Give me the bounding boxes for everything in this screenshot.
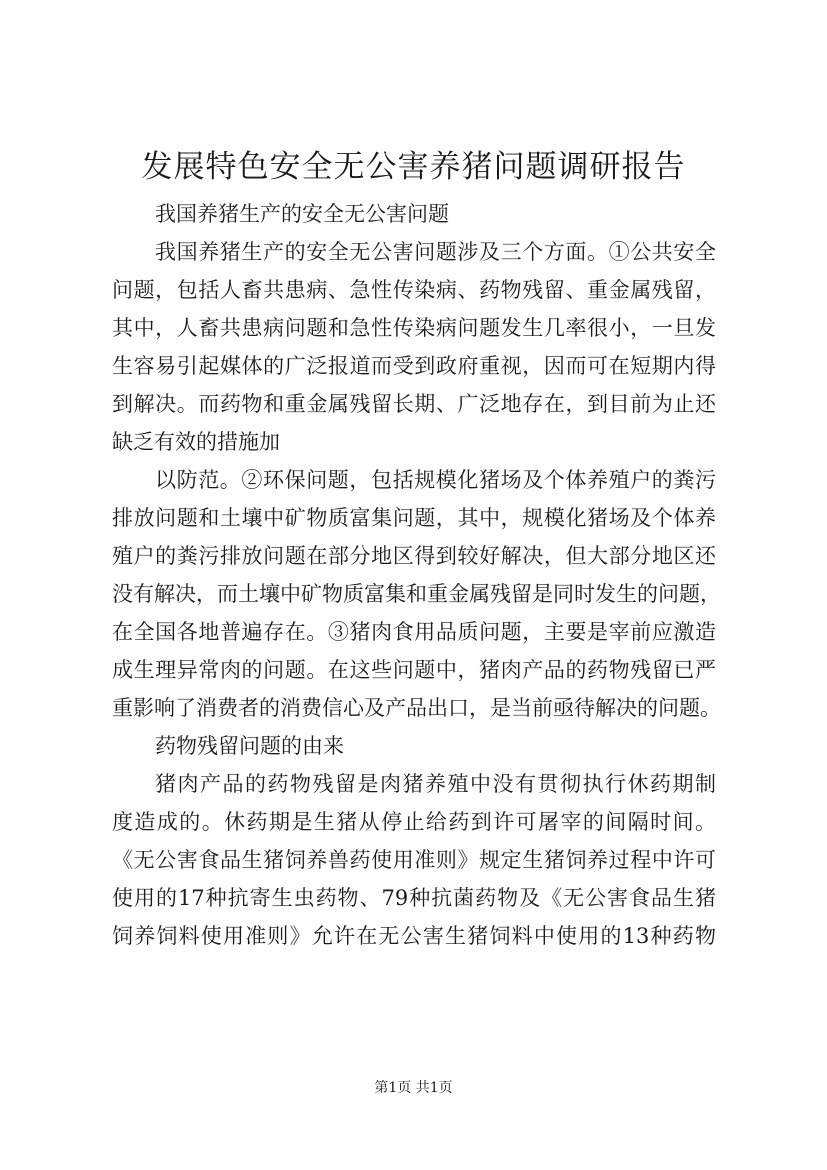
paragraph-line: 殖户的粪污排放问题在部分地区得到较好解决，但大部分地区还 [112, 544, 716, 568]
paragraph-line: 排放问题和土壤中矿物质富集问题，其中，规模化猪场及个体养 [112, 506, 716, 530]
paragraph-line: 到解决。而药物和重金属残留长期、广泛地存在，到目前为止还 [112, 392, 716, 416]
paragraph-line: 生容易引起媒体的广泛报道而受到政府重视，因而可在短期内得 [112, 354, 716, 378]
paragraph-line: 我国养猪生产的安全无公害问题涉及三个方面。①公共安全 [155, 240, 716, 264]
paragraph-line: 问题，包括人畜共患病、急性传染病、药物残留、重金属残留， [112, 278, 716, 302]
paragraph-2 [112, 461, 721, 727]
paragraph-line: 度造成的。休药期是生猪从停止给药到许可屠宰的间隔时间。 [112, 810, 716, 834]
page-number-footer: 第1页 共1页 [374, 1080, 453, 1096]
paragraph-line: 缺乏有效的措施加 [112, 430, 280, 454]
paragraph-line: 重影响了消费者的消费信心及产品出口，是当前亟待解决的问题。 [112, 696, 721, 720]
document-body [112, 195, 721, 955]
section-heading-residue-origin: 药物残留问题的由来 [155, 734, 344, 758]
paragraph-line: 其中，人畜共患病问题和急性传染病问题发生几率很小，一旦发 [112, 316, 716, 340]
paragraph-line: 使用的17种抗寄生虫药物、79种抗菌药物及《无公害食品生猪 [112, 886, 716, 910]
paragraph-line: 成生理异常肉的问题。在这些问题中，猪肉产品的药物残留已严 [112, 658, 716, 682]
paragraph-line: 《无公害食品生猪饲养兽药使用准则》规定生猪饲养过程中许可 [112, 848, 716, 872]
paragraph-line: 猪肉产品的药物残留是肉猪养殖中没有贯彻执行休药期制 [155, 772, 716, 796]
section-heading-safety: 我国养猪生产的安全无公害问题 [155, 202, 449, 226]
paragraph-line: 在全国各地普遍存在。③猪肉食用品质问题，主要是宰前应激造 [112, 620, 716, 644]
paragraph-3 [112, 765, 716, 955]
paragraph-line: 饲养饲料使用准则》允许在无公害生猪饲料中使用的13种药物 [112, 924, 716, 948]
paragraph-1 [112, 233, 716, 461]
paragraph-line: 没有解决，而土壤中矿物质富集和重金属残留是同时发生的问题， [112, 582, 721, 606]
paragraph-line: 以防范。②环保问题，包括规模化猪场及个体养殖户的粪污 [155, 468, 716, 492]
document-title: 发展特色安全无公害养猪问题调研报告 [141, 149, 686, 185]
